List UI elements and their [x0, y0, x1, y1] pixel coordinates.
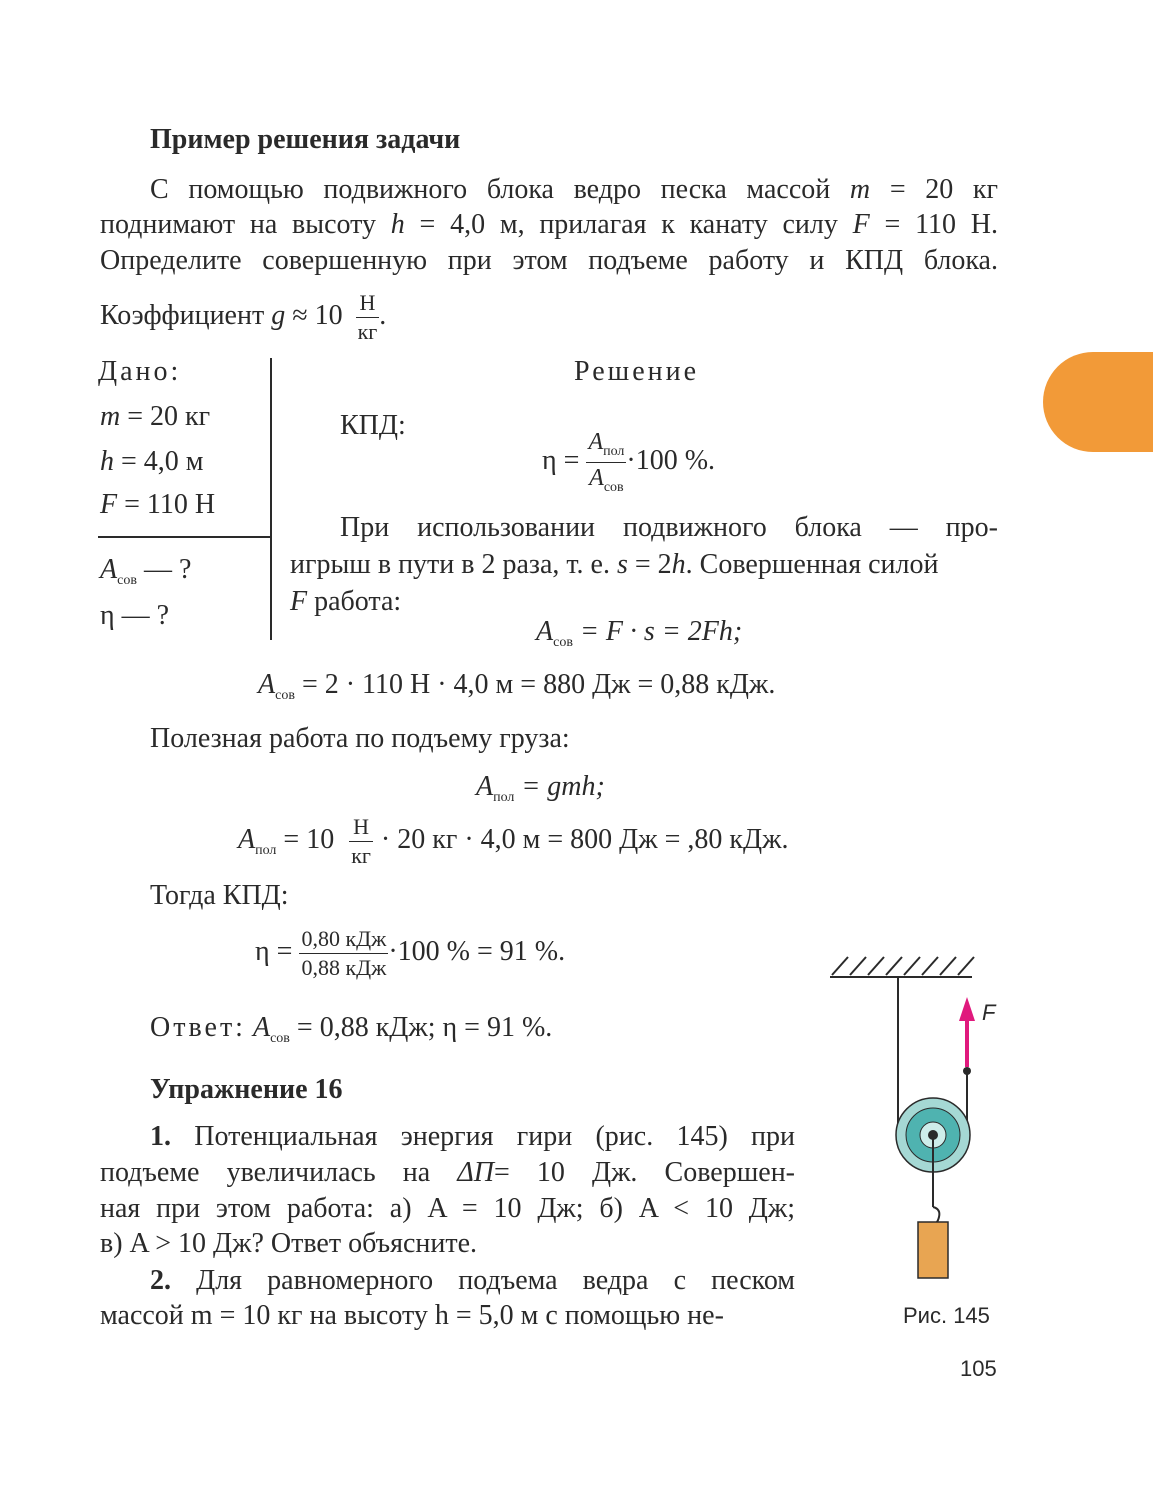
- weight-hook: [933, 1207, 939, 1223]
- exercise-q1-line-2: подъеме увеличилась на ΔП= 10 Дж. Совершен-: [100, 1157, 795, 1188]
- exercise-q2-line-2: массой m = 10 кг на высоту h = 5,0 м с помощью не-: [100, 1300, 724, 1331]
- solution-para-line-2: игрыш в пути в 2 раза, т. е. s = 2h. Совершенная силой: [290, 549, 939, 580]
- pulley-figure: [820, 945, 1010, 1290]
- find-A: $A_{сов}$ — ?: [100, 554, 192, 588]
- exercise-title: Упражнение 16: [150, 1074, 343, 1105]
- useful-work-label: Полезная работа по подъему груза:: [150, 723, 570, 754]
- exercise-q2-line-1: 2. Для равномерного подъема ведра с песком: [150, 1265, 796, 1296]
- weight: [918, 1222, 948, 1278]
- formula-kpd-numeric: η = $\frac{\text{0,80 кДж}}{\text{0,88 кДж}}$ ·100 % = 91 %.: [255, 926, 566, 980]
- problem-h: h = 4,0 м, прилагая к канату силу: [390, 209, 838, 240]
- force-arrow-head: [959, 997, 975, 1021]
- then-kpd-label: Тогда КПД:: [150, 880, 289, 911]
- problem-line-4: Коэффициент g ≈ 10 $\frac{Н}{кг}$ .: [100, 290, 387, 344]
- force-label: F: [982, 1000, 996, 1025]
- ceiling-hatching: [830, 957, 974, 977]
- find-eta: η — ?: [100, 600, 170, 631]
- eta-formula: η = $\frac{A_{пол}}{A_{сов}}$ ·100 %.: [542, 429, 716, 495]
- given-vertical-rule: [270, 358, 272, 640]
- given-F: F = 110 Н: [100, 489, 216, 520]
- solution-para-line-3: F работа:: [290, 586, 402, 617]
- formula-work-general: $A_{сов} = F \cdot s = 2Fh$;: [536, 616, 743, 650]
- given-m: m = 20 кг: [100, 401, 211, 432]
- g-unit-den: кг: [357, 319, 378, 344]
- given-horizontal-rule: [98, 536, 270, 538]
- kpd-label: КПД:: [340, 410, 406, 441]
- solution-title: Решение: [574, 356, 700, 387]
- given-title: Дано:: [98, 356, 182, 387]
- exercise-q1-line-4: в) A > 10 Дж? Ответ объясните.: [100, 1228, 478, 1259]
- exercise-q1-line-3: ная при этом работа: а) A = 10 Дж; б) A < 10 Дж;: [100, 1193, 795, 1224]
- formula-useful-numeric: $A_{пол} = 10$ $\frac{Н}{кг}$ · 20 кг · 4,0 м = 800 Дж = ,80 кДж.: [238, 814, 789, 868]
- section-title: Пример решения задачи: [150, 124, 461, 155]
- figure-caption: Рис. 145: [903, 1303, 990, 1328]
- exercise-q1-line-1: 1. Потенциальная энергия гири (рис. 145) при: [150, 1121, 796, 1152]
- problem-line-2: [100, 211, 998, 239]
- formula-useful-general: $A_{пол}$ = gmh;: [476, 771, 605, 805]
- problem-line-1: [150, 176, 998, 204]
- problem-line-3: Определите совершенную при этом подъеме работу и КПД блока.: [100, 245, 998, 276]
- problem-text-2: поднимают на высоту: [100, 209, 377, 240]
- solution-para-line-1: При использовании подвижного блока — про-: [340, 512, 998, 543]
- given-h: h = 4,0 м: [100, 446, 204, 477]
- answer-line: Ответ: $A_{сов} = 0,88$ кДж; η = 91 %.: [150, 1012, 553, 1046]
- formula-work-numeric: $A_{сов} = 2 \cdot 110$ Н · 4,0 м = 880 Дж = 0,88 кДж.: [258, 669, 776, 703]
- rope-attach-point: [963, 1067, 971, 1075]
- problem-F: F = 110 Н.: [852, 209, 999, 240]
- problem-text-1: С помощью подвижного блока ведро песка массой: [150, 174, 831, 205]
- g-unit-num: Н: [356, 292, 380, 318]
- problem-m: m = 20 кг: [849, 174, 999, 205]
- page-tab: [1043, 352, 1153, 452]
- page-number: 105: [960, 1356, 997, 1381]
